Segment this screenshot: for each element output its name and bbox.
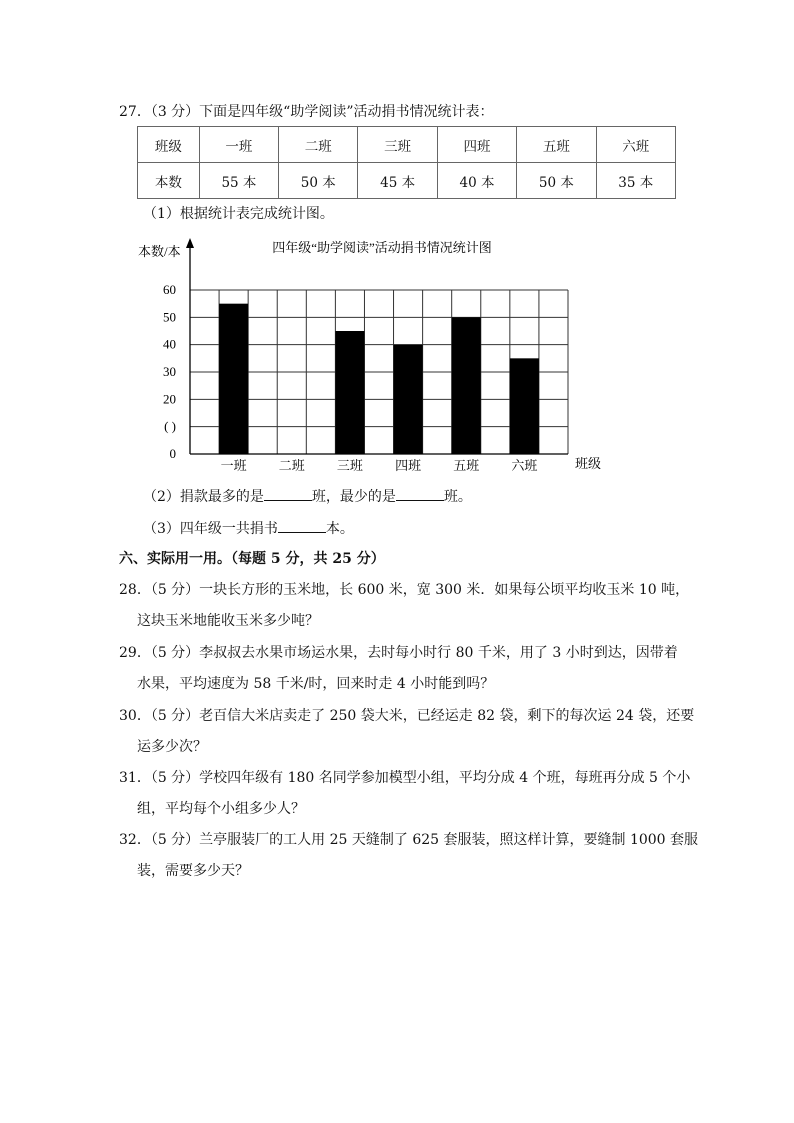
chart-bar (219, 304, 248, 454)
table-cell: 四班 (437, 127, 516, 163)
table-cell: 班级 (138, 127, 200, 163)
y-axis-arrow-icon (186, 238, 194, 248)
question-line: 运多少次？ (137, 739, 207, 755)
table-cell: 50 本 (279, 163, 358, 199)
question-line: 装，需要多少天？ (137, 863, 249, 879)
chart-bar (335, 331, 364, 454)
answer-blank[interactable] (278, 518, 326, 533)
table-cell: 六班 (596, 127, 675, 163)
y-axis-label: 本数/本 (138, 244, 181, 259)
question-line: 28．（5 分）一块长方形的玉米地，长 600 米，宽 300 米．如果每公顷平均收玉米 10 吨， (119, 582, 690, 598)
x-tick-label: 四班 (395, 458, 422, 473)
table-cell: 本数 (138, 163, 200, 199)
q27-sub1: （1）根据统计表完成统计图。 (143, 206, 334, 222)
table-cell: 三班 (358, 127, 437, 163)
donation-table (137, 126, 676, 199)
x-tick-label: 二班 (278, 458, 305, 473)
x-axis-label: 班级 (574, 456, 602, 471)
question-line: 30．（5 分）老百信大米店卖走了 250 袋大米，已经运走 82 袋，剩下的每次运 24 袋，还要 (119, 708, 695, 724)
table-cell: 50 本 (517, 163, 596, 199)
table-cell: 55 本 (199, 163, 278, 199)
q27-sub2-text-b: 班，最少的是 (311, 489, 396, 505)
y-tick-label: 40 (163, 336, 176, 352)
chart-bar (510, 358, 539, 454)
y-tick-label: 50 (163, 309, 176, 325)
section-heading: 六、实际用一用。（每题 5 分，共 25 分） (119, 551, 385, 567)
chart-bar (394, 345, 423, 454)
question-line: 31．（5 分）学校四年级有 180 名同学参加模型小组，平均分成 4 个班，每班再分成 5 个小 (119, 770, 691, 786)
question-line: 这块玉米地能收玉米多少吨？ (137, 613, 319, 629)
q27-sub3-text-a: （3）四年级一共捐书 (143, 521, 278, 537)
question-line: 32．（5 分）兰亭服装厂的工人用 25 天缝制了 625 套服装，照这样计算，要缝制 1000 套服 (119, 832, 699, 848)
table-row (138, 163, 676, 199)
table-cell: 40 本 (437, 163, 516, 199)
y-tick-label: 60 (163, 282, 176, 297)
x-tick-label: 三班 (336, 458, 363, 473)
y-tick-label: 0 (169, 446, 176, 461)
table-cell: 二班 (279, 127, 358, 163)
q27-sub2-text-a: （2）捐款最多的是 (143, 489, 264, 505)
y-tick-label: 30 (163, 364, 176, 379)
answer-blank[interactable] (264, 486, 312, 501)
x-tick-label: 一班 (220, 458, 247, 473)
y-tick-label: ( ) (164, 418, 176, 434)
chart-title: 四年级“助学阅读”活动捐书情况统计图 (272, 240, 492, 255)
x-tick-label: 五班 (453, 458, 480, 473)
q27-sub2 (143, 486, 472, 507)
chart-bar (452, 317, 481, 454)
table-cell: 一班 (199, 127, 278, 163)
bar-chart (130, 232, 620, 477)
q27-sub3-text-b: 本。 (325, 521, 354, 537)
q27-sub3 (143, 518, 354, 539)
q27-sub2-text-c: 班。 (443, 489, 472, 505)
q27-title: 27．（3 分）下面是四年级“助学阅读”活动捐书情况统计表： (119, 104, 494, 120)
chart-bars (219, 304, 539, 454)
table-cell: 45 本 (358, 163, 437, 199)
answer-blank[interactable] (396, 486, 444, 501)
table-cell: 五班 (517, 127, 596, 163)
x-tick-label: 六班 (511, 458, 538, 473)
question-line: 水果，平均速度为 58 千米/时，回来时走 4 小时能到吗？ (137, 676, 495, 692)
table-cell: 35 本 (596, 163, 675, 199)
y-tick-label: 20 (163, 391, 176, 407)
question-line: 29．（5 分）李叔叔去水果市场运水果，去时每小时行 80 千米，用了 3 小时到达，因带着 (119, 645, 678, 661)
question-line: 组，平均每个小组多少人？ (137, 801, 305, 817)
table-header-row (138, 127, 676, 163)
